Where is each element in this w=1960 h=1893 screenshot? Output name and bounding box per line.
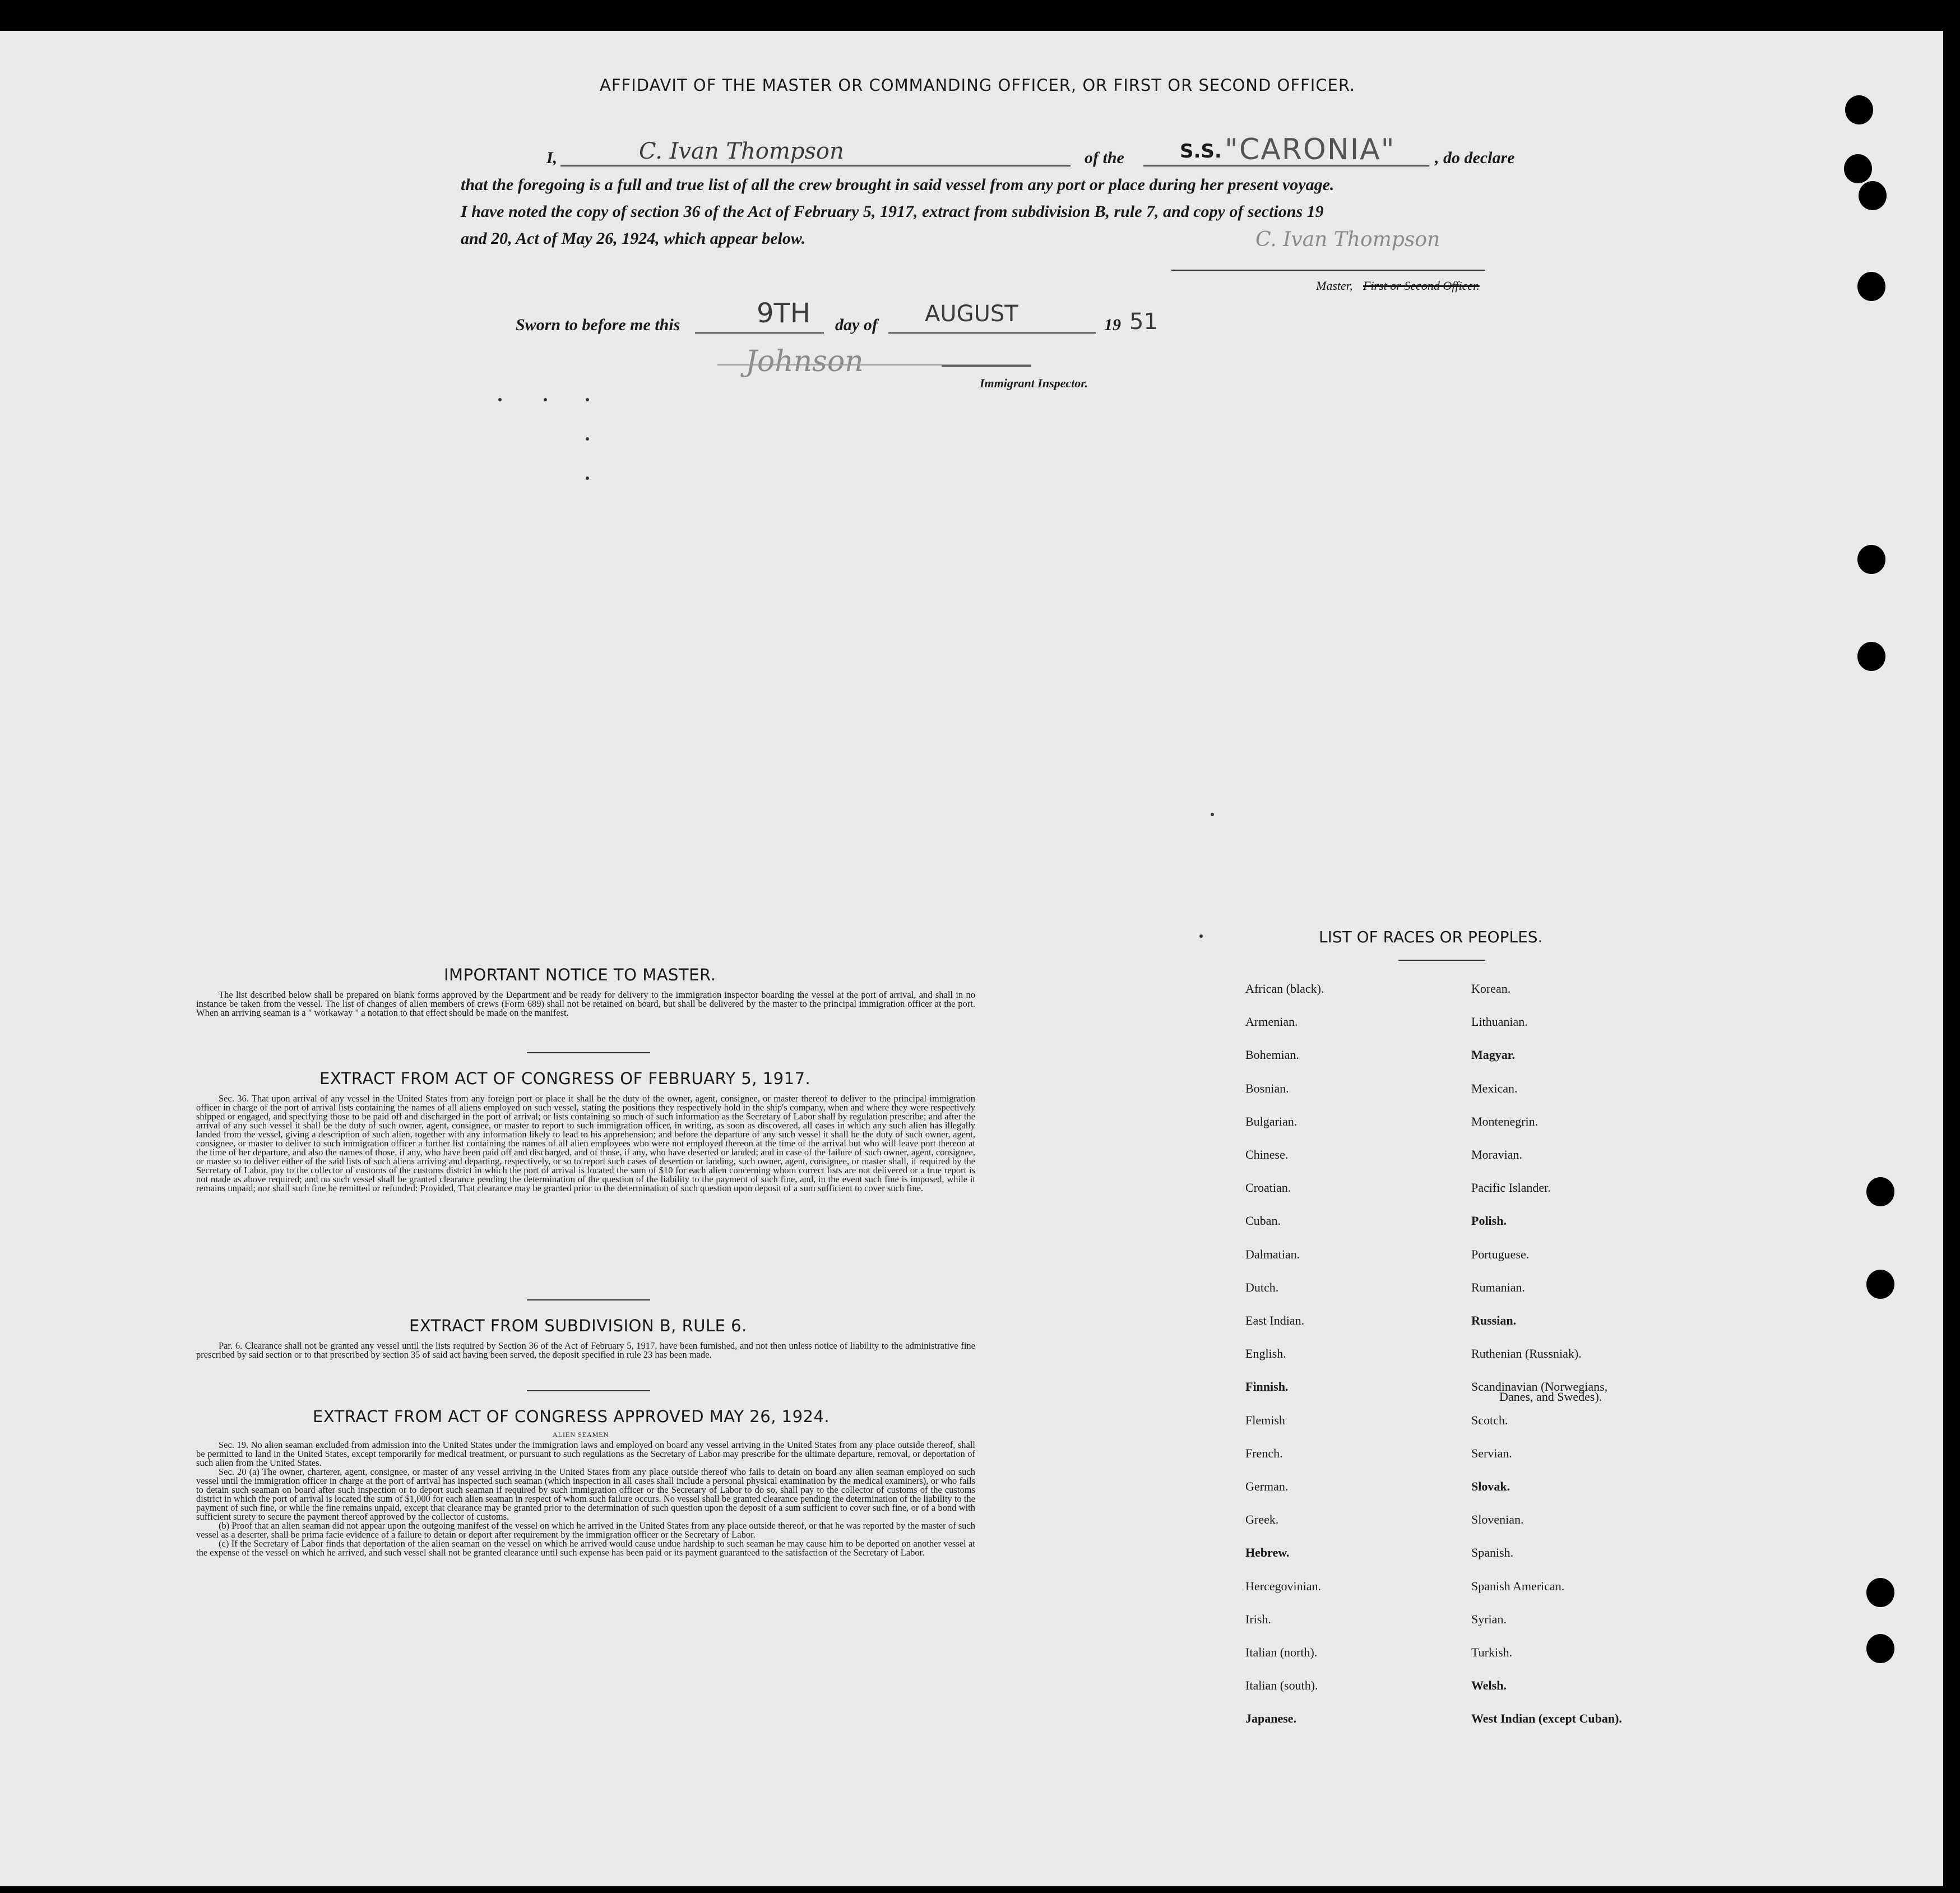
race-item: Scandinavian (Norwegians, <box>1471 1380 1608 1394</box>
race-item: Pacific Islander. <box>1471 1181 1551 1195</box>
extract-1917-body <box>196 1094 975 1193</box>
race-item: West Indian (except Cuban). <box>1471 1711 1622 1725</box>
punch-hole <box>1844 154 1872 183</box>
race-item: Greek. <box>1245 1512 1279 1526</box>
race-item: Servian. <box>1471 1446 1512 1460</box>
punch-hole <box>1859 181 1887 210</box>
race-item: Portuguese. <box>1471 1247 1530 1261</box>
race-item: English. <box>1245 1346 1286 1360</box>
race-item: Syrian. <box>1471 1612 1507 1626</box>
punch-hole <box>1857 272 1885 301</box>
master-signature-top: C. Ivan Thompson <box>639 138 844 164</box>
race-item: Welsh. <box>1471 1678 1507 1692</box>
extract-1917-title: EXTRACT FROM ACT OF CONGRESS OF FEBRUARY 5, 1917. <box>319 1069 811 1088</box>
month-underline <box>888 332 1096 334</box>
notice-title: IMPORTANT NOTICE TO MASTER. <box>444 965 716 984</box>
race-item: Lithuanian. <box>1471 1015 1528 1029</box>
speck <box>544 398 547 401</box>
race-item: Armenian. <box>1245 1015 1298 1029</box>
race-item: Russian. <box>1471 1313 1517 1327</box>
race-item: Montenegrin. <box>1471 1114 1539 1128</box>
ship-prefix: S.S. <box>1180 140 1222 163</box>
alien-seamen-subtitle: ALIEN SEAMEN <box>553 1431 609 1438</box>
race-item: Slovak. <box>1471 1479 1510 1493</box>
master-signature: C. Ivan Thompson <box>1255 228 1440 251</box>
races-divider <box>1398 960 1485 961</box>
affidavit-of-the: of the <box>1085 149 1124 167</box>
punch-hole <box>1866 1270 1894 1299</box>
subdivision-title: EXTRACT FROM SUBDIVISION B, RULE 6. <box>409 1316 747 1335</box>
affidavit-line-3: I have noted the copy of section 36 of the Act of February 5, 1917, extract from subdivision B, rule 7, and copy of sections 19 <box>461 202 1324 221</box>
race-item: Croatian. <box>1245 1181 1291 1195</box>
race-item: Dutch. <box>1245 1280 1279 1294</box>
race-item: Korean. <box>1471 982 1511 996</box>
speck <box>586 398 589 401</box>
speck <box>586 476 589 480</box>
section-divider <box>527 1390 650 1391</box>
race-item: Bulgarian. <box>1245 1114 1298 1128</box>
race-item: Scotch. <box>1471 1413 1508 1427</box>
race-item: Flemish <box>1245 1413 1285 1427</box>
sec-19-paragraph: Sec. 19. No alien seaman excluded from admission into the United States under the immigration laws and employed on board any vessel arriving in the United States from any place outside thereof, shall be permitted to land in the United States, except temporarily for medical treatment, or pursuant to such regulations as the Secretary of Labor may prescribe for the ultimate departure, removal, or deportation of such alien from the United States. <box>196 1440 975 1468</box>
race-item: Chinese. <box>1245 1147 1289 1161</box>
race-item-continuation: Danes, and Swedes). <box>1499 1390 1602 1404</box>
punch-hole <box>1866 1578 1894 1607</box>
master-label: Master, <box>1316 279 1353 293</box>
extract-1924-title: EXTRACT FROM ACT OF CONGRESS APPROVED MAY 26, 1924. <box>313 1407 830 1426</box>
race-item: Cuban. <box>1245 1214 1281 1228</box>
race-item: French. <box>1245 1446 1283 1460</box>
punch-hole <box>1857 545 1885 574</box>
race-item: Irish. <box>1245 1612 1271 1626</box>
sworn-year-prefix: 19 <box>1104 316 1121 334</box>
inspector-line <box>942 365 1031 367</box>
day-underline <box>695 332 824 334</box>
signature-underline <box>560 165 1071 166</box>
race-item: Finnish. <box>1245 1380 1289 1394</box>
sworn-day: 9TH <box>757 298 810 329</box>
sworn-year-suffix: 51 <box>1129 309 1158 335</box>
extract-1917-paragraph: Sec. 36. That upon arrival of any vessel in the United States from any foreign port or place it shall be the duty of the owner, agent, consignee, or master thereof to deliver to the principal immigration officer in charge of the port of arrival lists containing the names of all aliens employed on such vessel, stating the positions they respectively hold in the ship's company, when and where they were respectively shipped or engaged, and specifying those to be paid off and discharged in the port of arrival; or lists containing so much of such information as the Secretary of Labor shall by regulation prescribe; and after the arrival of any such vessel it shall be the duty of such owner, agent, consignee, or master to report to such immigration officer, in writing, as soon as discovered, all cases in which any such alien has illegally landed from the vessel, giving a description of such alien, together with any information likely to lead to his apprehension; and before the departure of any such vessel it shall be the duty of such owner, agent, consignee, or master to deliver to such immigration officer a further list containing the names of all alien employees who were not employed thereon at the time of the arrival but who will leave port thereon at the time of her departure, and also the names of those, if any, who have been paid off and discharged, and of those, if any, who have deserted or landed; and in case of the failure of such owner, agent, consignee, or master so to deliver either of the said lists of such aliens arriving and departing, respectively, or so to report such cases of desertion or landing, such owner, agent, consignee, or master shall, if required by the Secretary of Labor, pay to the collector of customs of the customs district in which the port of arrival is located the sum of $10 for each alien concerning whom correct lists are not delivered or a true report is not made as above required; and no such vessel shall be granted clearance pending the determination of the question of the liability to the payment of such fine, and, in the event such fine is imposed, while it remains unpaid; nor shall such fine be remitted or refunded: Provided, That clearance may be granted prior to the determination of such question upon deposit of a sum sufficient to cover such fine. <box>196 1093 975 1193</box>
race-item: Rumanian. <box>1471 1280 1525 1294</box>
affidavit-title: AFFIDAVIT OF THE MASTER OR COMMANDING OFFICER, OR FIRST OR SECOND OFFICER. <box>600 76 1356 95</box>
speck <box>1199 934 1203 938</box>
race-item: Mexican. <box>1471 1081 1518 1095</box>
speck <box>586 437 589 441</box>
race-item: Italian (north). <box>1245 1645 1318 1659</box>
race-item: Magyar. <box>1471 1048 1516 1062</box>
extract-1924-body <box>196 1441 975 1557</box>
punch-hole <box>1866 1634 1894 1663</box>
punch-hole <box>1866 1177 1894 1206</box>
section-divider <box>527 1052 650 1053</box>
subdivision-paragraph: Par. 6. Clearance shall not be granted any vessel until the lists required by Section 36 of the Act of February 5, 1917, have been furnished, and not then unless notice of liability to the administrative fine prescribed by said section or to that prescribed by section 35 of said act having been served, the deposit specified in rule 23 has been made. <box>196 1340 975 1360</box>
race-item: Slovenian. <box>1471 1512 1524 1526</box>
notice-body <box>196 991 975 1017</box>
race-item: Ruthenian (Russniak). <box>1471 1346 1582 1360</box>
race-item: Polish. <box>1471 1214 1507 1228</box>
race-item: Bosnian. <box>1245 1081 1289 1095</box>
master-signature-line <box>1171 270 1485 271</box>
race-item: Italian (south). <box>1245 1678 1318 1692</box>
sworn-day-of: day of <box>835 316 878 334</box>
document-page <box>0 31 1943 1886</box>
affidavit-declare: , do declare <box>1435 149 1515 167</box>
sec-20c-paragraph: (c) If the Secretary of Labor finds that deportation of the alien seaman on the vessel on which he arrived would cause undue hardship to such seaman he may cause him to be deported on another vessel at the expense of the vessel on which he arrived, and such vessel shall not be granted clearance until such expense has been paid or its payment guaranteed to the satisfaction of the Secretary of Labor. <box>196 1538 975 1558</box>
races-title: LIST OF RACES OR PEOPLES. <box>1319 928 1543 946</box>
affidavit-i: I, <box>546 149 558 167</box>
speck <box>1211 813 1214 816</box>
race-item: German. <box>1245 1479 1289 1493</box>
race-item: Japanese. <box>1245 1711 1297 1725</box>
race-item: African (black). <box>1245 982 1324 996</box>
inspector-label: Immigrant Inspector. <box>980 376 1088 390</box>
section-divider <box>527 1299 650 1300</box>
race-item: Hebrew. <box>1245 1545 1290 1559</box>
inspector-signature: Johnson <box>745 345 864 378</box>
punch-hole <box>1857 642 1885 671</box>
race-item: Moravian. <box>1471 1147 1523 1161</box>
race-item: Dalmatian. <box>1245 1247 1300 1261</box>
speck <box>498 398 502 401</box>
sworn-prefix: Sworn to before me this <box>516 316 680 334</box>
punch-hole <box>1845 95 1873 124</box>
notice-paragraph: The list described below shall be prepared on blank forms approved by the Department and be ready for delivery to the immigration inspector boarding the vessel at the port of arrival, and shall in no instance be taken from the vessel. The list of changes of alien members of crews (Form 689) shall not be retained on board, but shall be delivered by the master to the principal immigration officer at the port. When an arriving seaman is a " workaway " a notation to that effect should be made on the manifest. <box>196 989 975 1018</box>
race-item: East Indian. <box>1245 1313 1305 1327</box>
race-item: Hercegovinian. <box>1245 1579 1321 1593</box>
sworn-month: AUGUST <box>925 301 1018 327</box>
race-item: Spanish. <box>1471 1545 1514 1559</box>
affidavit-line-2: that the foregoing is a full and true list of all the crew brought in said vessel from any port or place during her present voyage. <box>461 175 1335 194</box>
struck-officer-label: First or Second Officer. <box>1363 279 1480 293</box>
sec-20a-paragraph: Sec. 20 (a) The owner, charterer, agent, consignee, or master of any vessel arriving in the United States from any place outside thereof who fails to detain on board any alien seaman employed on such vessel until the immigration officer in charge at the port of arrival has inspected such seaman (which inspection in all cases shall include a personal physical examination by the medical examiners), or who fails to detain such seaman on board after such inspection or to deport such seaman if required by such immigration officer or the Secretary of Labor to do so, shall pay to the collector of customs of the customs district in which the port of arrival is located the sum of $1,000 for each alien seaman in respect of whom such failure occurs. No vessel shall be granted clearance pending the determination of the liability to the payment of such fine, or while the fine remains unpaid, except that clearance may be granted prior to the determination of such question upon the deposit of a sum sufficient to cover such fine, or of a bond with sufficient surety to secure the payment thereof approved by the collector of customs. <box>196 1466 975 1522</box>
race-item: Spanish American. <box>1471 1579 1565 1593</box>
ship-name: "CARONIA" <box>1225 133 1396 166</box>
affidavit-line-4: and 20, Act of May 26, 1924, which appear below. <box>461 229 806 248</box>
race-item: Turkish. <box>1471 1645 1513 1659</box>
subdivision-body <box>196 1341 975 1359</box>
race-item: Bohemian. <box>1245 1048 1299 1062</box>
sec-20b-paragraph: (b) Proof that an alien seaman did not appear upon the outgoing manifest of the vessel on which he arrived in the United States from any place outside thereof, or that he was reported by the master of such vessel as a deserter, shall be prima facie evidence of a failure to detain or deport after requirement by the immigration officer or the Secretary of Labor. <box>196 1520 975 1540</box>
